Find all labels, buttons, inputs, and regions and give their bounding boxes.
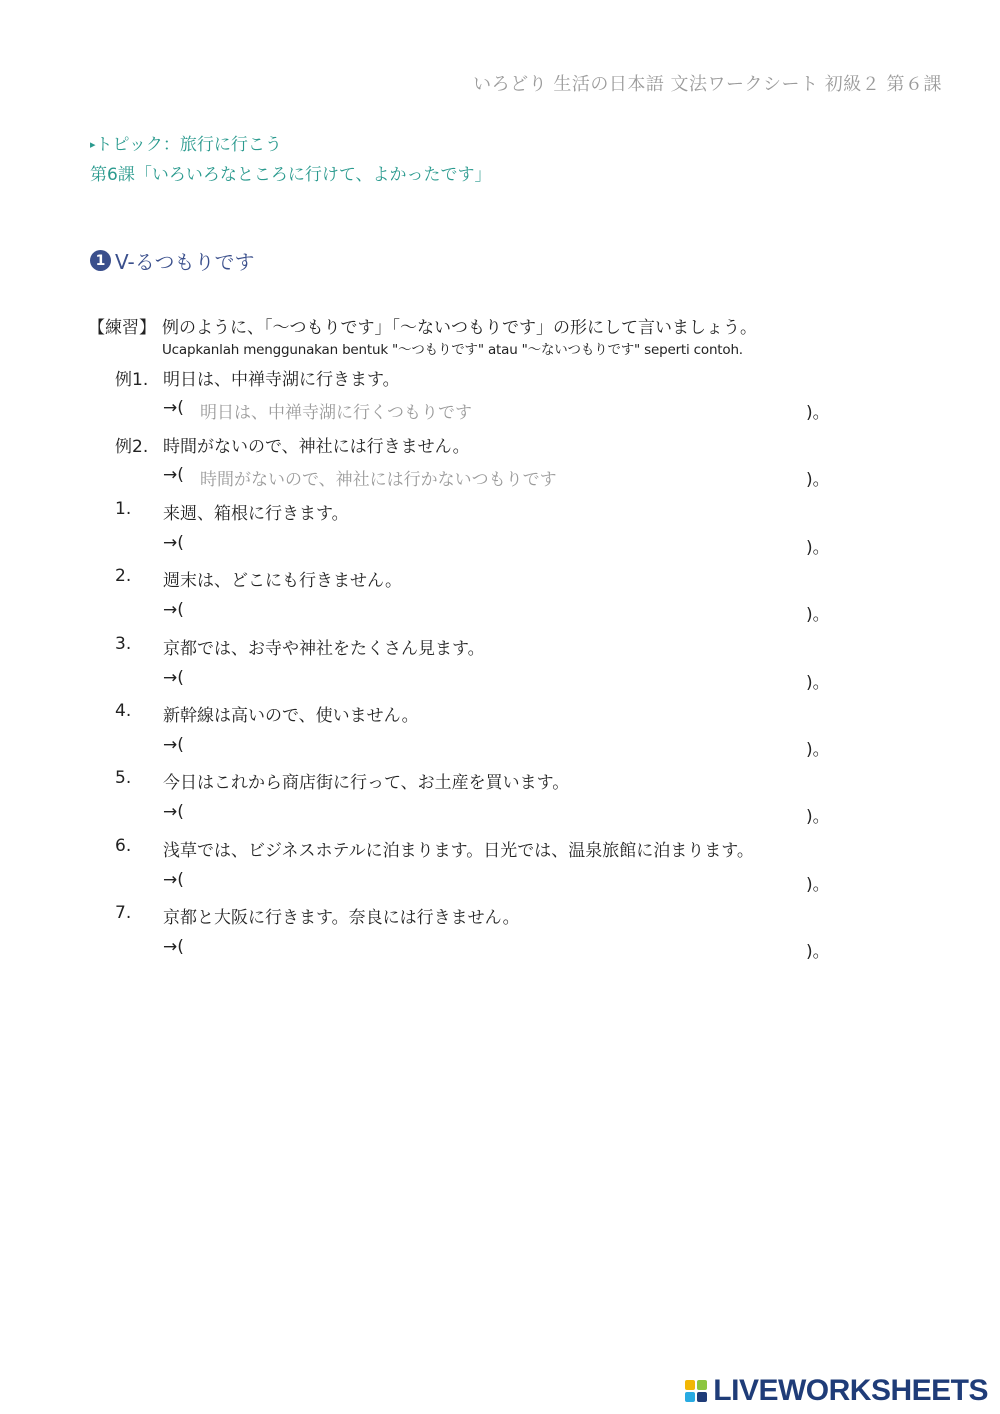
answer-input-5[interactable] <box>198 799 798 825</box>
question-number: 1. <box>115 499 132 519</box>
answer-open-paren: →( <box>163 465 184 485</box>
question-number: 3. <box>115 634 132 654</box>
liveworksheets-mark-icon <box>685 1380 707 1402</box>
example-answer: 時間がないので、神社には行かないつもりです <box>200 470 557 490</box>
example-answer: 明日は、中禅寺湖に行くつもりです <box>200 403 472 423</box>
liveworksheets-logo[interactable] <box>685 1374 988 1408</box>
example-question: 時間がないので、神社には行きません。 <box>163 437 470 457</box>
answer-input-2[interactable] <box>198 597 798 623</box>
question-text: 京都と大阪に行きます。奈良には行きません。 <box>163 908 520 928</box>
answer-close-paren: )。 <box>806 807 830 827</box>
instruction-japanese: 例のように、「～つもりです」「～ないつもりです」の形にして言いましょう。 <box>162 318 757 338</box>
question-text: 来週、箱根に行きます。 <box>163 504 349 524</box>
answer-open-paren: →( <box>163 600 184 620</box>
question-text: 今日はこれから商店街に行って、お土産を買います。 <box>163 773 570 793</box>
answer-open-paren: →( <box>163 735 184 755</box>
question-number: 4. <box>115 701 132 721</box>
question-number: 6. <box>115 836 132 856</box>
question-number: 7. <box>115 903 132 923</box>
question-text: 浅草では、ビジネスホテルに泊まります。日光では、温泉旅館に泊まります。 <box>163 841 754 861</box>
logo-square <box>685 1380 695 1390</box>
logo-text: LIVEWORKSHEETS <box>713 1374 988 1407</box>
answer-close-paren: )。 <box>806 942 830 962</box>
instruction-indonesian: Ucapkanlah menggunakan bentuk "～つもりです" atau "～ないつもりです" seperti contoh. <box>162 342 743 358</box>
answer-open-paren: →( <box>163 398 184 418</box>
topic-line <box>90 130 282 155</box>
question-number: 5. <box>115 768 132 788</box>
section-title-text: V-るつもりです <box>115 250 255 274</box>
topic-prefix: トピック： <box>95 135 180 155</box>
answer-close-paren: )。 <box>806 470 830 490</box>
answer-close-paren: )。 <box>806 740 830 760</box>
lesson-title: 第6課「いろいろなところに行けて、よかったです」 <box>90 165 492 185</box>
example-label: 例1. <box>115 370 149 390</box>
section-number-badge: 1 <box>90 250 111 271</box>
logo-square <box>697 1380 707 1390</box>
question-text: 週末は、どこにも行きません。 <box>163 571 403 591</box>
answer-close-paren: )。 <box>806 538 830 558</box>
answer-open-paren: →( <box>163 870 184 890</box>
triangle-bullet-icon: ▸ <box>90 138 96 151</box>
answer-close-paren: )。 <box>806 673 830 693</box>
topic-text: 旅行に行こう <box>179 135 282 155</box>
answer-input-1[interactable] <box>198 530 798 556</box>
answer-open-paren: →( <box>163 533 184 553</box>
answer-close-paren: )。 <box>806 605 830 625</box>
answer-open-paren: →( <box>163 937 184 957</box>
example-label: 例2. <box>115 437 149 457</box>
answer-input-7[interactable] <box>198 934 798 960</box>
section-title <box>90 246 255 275</box>
example-question: 明日は、中禅寺湖に行きます。 <box>163 370 400 390</box>
page-header: いろどり 生活の日本語 文法ワークシート 初級２ 第６課 <box>473 74 942 95</box>
answer-input-6[interactable] <box>198 867 798 893</box>
question-text: 新幹線は高いので、使いません。 <box>163 706 419 726</box>
answer-close-paren: )。 <box>806 403 830 423</box>
practice-label: 【練習】 <box>88 318 156 338</box>
answer-open-paren: →( <box>163 802 184 822</box>
logo-square <box>697 1392 707 1402</box>
answer-open-paren: →( <box>163 668 184 688</box>
question-number: 2. <box>115 566 132 586</box>
answer-input-3[interactable] <box>198 665 798 691</box>
question-text: 京都では、お寺や神社をたくさん見ます。 <box>163 639 485 659</box>
answer-input-4[interactable] <box>198 732 798 758</box>
answer-close-paren: )。 <box>806 875 830 895</box>
logo-square <box>685 1392 695 1402</box>
